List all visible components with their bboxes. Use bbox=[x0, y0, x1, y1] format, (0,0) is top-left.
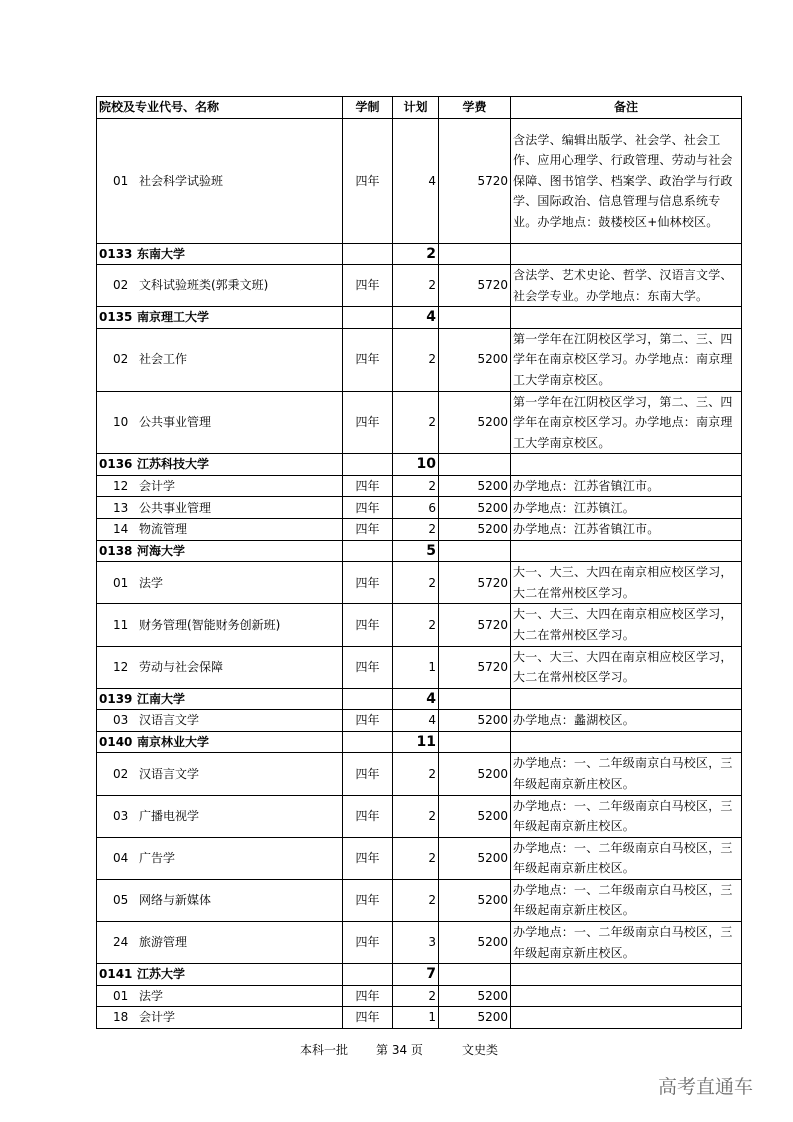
major-code: 13 bbox=[113, 500, 129, 515]
school-years-cell bbox=[343, 307, 393, 329]
major-notes: 办学地点：江苏省镇江市。 bbox=[511, 519, 742, 541]
school-fee-cell bbox=[439, 243, 511, 265]
major-fee: 5200 bbox=[439, 985, 511, 1007]
major-name-cell bbox=[97, 753, 343, 795]
major-row bbox=[97, 391, 742, 454]
school-years-cell bbox=[343, 243, 393, 265]
major-notes: 办学地点：一、二年级南京白马校区，三年级起南京新庄校区。 bbox=[511, 837, 742, 879]
major-name: 社会科学试验班 bbox=[139, 173, 224, 188]
major-name: 文科试验班类(郭秉文班) bbox=[139, 278, 269, 293]
major-years: 四年 bbox=[343, 497, 393, 519]
school-name-cell bbox=[97, 307, 343, 329]
major-years: 四年 bbox=[343, 119, 393, 244]
school-name: 江南大学 bbox=[137, 691, 186, 706]
major-name-cell bbox=[97, 837, 343, 879]
major-name: 社会工作 bbox=[139, 352, 188, 367]
major-name: 汉语言文学 bbox=[139, 713, 200, 728]
school-code: 0140 bbox=[99, 734, 133, 749]
school-plan: 11 bbox=[393, 731, 439, 753]
major-code: 24 bbox=[113, 935, 129, 950]
school-row bbox=[97, 454, 742, 476]
major-row bbox=[97, 795, 742, 837]
major-row bbox=[97, 646, 742, 688]
major-name: 会计学 bbox=[139, 478, 176, 493]
major-row bbox=[97, 837, 742, 879]
major-plan: 2 bbox=[393, 837, 439, 879]
major-plan: 2 bbox=[393, 604, 439, 646]
major-plan: 2 bbox=[393, 519, 439, 541]
major-fee: 5720 bbox=[439, 604, 511, 646]
major-code: 02 bbox=[113, 352, 129, 367]
footer-category: 文史类 bbox=[462, 1043, 499, 1057]
major-years: 四年 bbox=[343, 519, 393, 541]
major-years: 四年 bbox=[343, 837, 393, 879]
major-code: 03 bbox=[113, 808, 129, 823]
major-years: 四年 bbox=[343, 879, 393, 921]
major-notes: 大一、大三、大四在南京相应校区学习，大二在常州校区学习。 bbox=[511, 562, 742, 604]
major-name: 会计学 bbox=[139, 1010, 176, 1025]
major-name-cell bbox=[97, 475, 343, 497]
major-fee: 5720 bbox=[439, 646, 511, 688]
school-row bbox=[97, 540, 742, 562]
major-notes: 大一、大三、大四在南京相应校区学习，大二在常州校区学习。 bbox=[511, 604, 742, 646]
major-fee: 5200 bbox=[439, 1007, 511, 1029]
major-code: 12 bbox=[113, 478, 129, 493]
major-years: 四年 bbox=[343, 753, 393, 795]
major-name-cell bbox=[97, 646, 343, 688]
footer-batch: 本科一批 bbox=[300, 1043, 349, 1057]
major-row bbox=[97, 328, 742, 391]
major-notes: 办学地点：蠡湖校区。 bbox=[511, 710, 742, 732]
major-years: 四年 bbox=[343, 646, 393, 688]
major-plan: 4 bbox=[393, 710, 439, 732]
school-plan: 4 bbox=[393, 307, 439, 329]
major-code: 02 bbox=[113, 278, 129, 293]
major-plan: 2 bbox=[393, 562, 439, 604]
major-notes: 办学地点：一、二年级南京白马校区，三年级起南京新庄校区。 bbox=[511, 795, 742, 837]
major-fee: 5720 bbox=[439, 265, 511, 307]
major-notes: 办学地点：一、二年级南京白马校区，三年级起南京新庄校区。 bbox=[511, 922, 742, 964]
enrollment-table bbox=[96, 96, 742, 1029]
major-name-cell bbox=[97, 795, 343, 837]
school-notes-cell bbox=[511, 688, 742, 710]
major-plan: 2 bbox=[393, 795, 439, 837]
major-name: 汉语言文学 bbox=[139, 766, 200, 781]
major-years: 四年 bbox=[343, 265, 393, 307]
school-code: 0138 bbox=[99, 543, 133, 558]
major-name-cell bbox=[97, 119, 343, 244]
major-notes: 含法学、编辑出版学、社会学、社会工作、应用心理学、行政管理、劳动与社会保障、图书馆学、档案学、政治学与行政学、国际政治、信息管理与信息系统专业。办学地点：鼓楼校区+仙林校区。 bbox=[511, 119, 742, 244]
major-row bbox=[97, 562, 742, 604]
major-notes: 大一、大三、大四在南京相应校区学习，大二在常州校区学习。 bbox=[511, 646, 742, 688]
school-row bbox=[97, 731, 742, 753]
major-years: 四年 bbox=[343, 328, 393, 391]
major-fee: 5720 bbox=[439, 119, 511, 244]
school-name: 南京理工大学 bbox=[137, 310, 210, 325]
header-notes: 备注 bbox=[511, 97, 742, 119]
school-fee-cell bbox=[439, 540, 511, 562]
major-name-cell bbox=[97, 497, 343, 519]
school-plan: 10 bbox=[393, 454, 439, 476]
major-name-cell bbox=[97, 922, 343, 964]
school-fee-cell bbox=[439, 964, 511, 986]
major-plan: 1 bbox=[393, 1007, 439, 1029]
school-plan: 5 bbox=[393, 540, 439, 562]
major-notes: 办学地点：一、二年级南京白马校区，三年级起南京新庄校区。 bbox=[511, 879, 742, 921]
school-years-cell bbox=[343, 731, 393, 753]
major-notes: 第一学年在江阴校区学习，第二、三、四学年在南京校区学习。办学地点：南京理工大学南京校区。 bbox=[511, 391, 742, 454]
school-years-cell bbox=[343, 454, 393, 476]
major-row bbox=[97, 475, 742, 497]
school-notes-cell bbox=[511, 454, 742, 476]
school-name: 东南大学 bbox=[137, 246, 186, 261]
school-notes-cell bbox=[511, 243, 742, 265]
major-code: 04 bbox=[113, 851, 129, 866]
major-row bbox=[97, 519, 742, 541]
major-code: 14 bbox=[113, 522, 129, 537]
school-row bbox=[97, 688, 742, 710]
major-code: 03 bbox=[113, 713, 129, 728]
school-row bbox=[97, 964, 742, 986]
major-code: 01 bbox=[113, 988, 129, 1003]
school-notes-cell bbox=[511, 540, 742, 562]
major-name-cell bbox=[97, 391, 343, 454]
major-name: 劳动与社会保障 bbox=[139, 659, 224, 674]
major-row bbox=[97, 119, 742, 244]
major-plan: 4 bbox=[393, 119, 439, 244]
major-row bbox=[97, 753, 742, 795]
major-row bbox=[97, 265, 742, 307]
school-name-cell bbox=[97, 731, 343, 753]
major-plan: 2 bbox=[393, 328, 439, 391]
major-years: 四年 bbox=[343, 562, 393, 604]
major-years: 四年 bbox=[343, 795, 393, 837]
major-plan: 2 bbox=[393, 985, 439, 1007]
school-code: 0141 bbox=[99, 967, 133, 982]
school-fee-cell bbox=[439, 688, 511, 710]
school-name: 江苏科技大学 bbox=[137, 457, 210, 472]
major-notes: 办学地点：江苏镇江。 bbox=[511, 497, 742, 519]
major-name: 法学 bbox=[139, 575, 164, 590]
major-fee: 5200 bbox=[439, 519, 511, 541]
major-name: 公共事业管理 bbox=[139, 415, 212, 430]
major-row bbox=[97, 879, 742, 921]
major-row bbox=[97, 985, 742, 1007]
table-header-row bbox=[97, 97, 742, 119]
major-name: 物流管理 bbox=[139, 522, 188, 537]
major-plan: 2 bbox=[393, 753, 439, 795]
school-years-cell bbox=[343, 964, 393, 986]
header-name: 院校及专业代号、名称 bbox=[97, 97, 343, 119]
major-code: 10 bbox=[113, 415, 129, 430]
major-years: 四年 bbox=[343, 391, 393, 454]
major-plan: 2 bbox=[393, 391, 439, 454]
major-fee: 5200 bbox=[439, 475, 511, 497]
major-plan: 3 bbox=[393, 922, 439, 964]
major-fee: 5200 bbox=[439, 328, 511, 391]
header-fee: 学费 bbox=[439, 97, 511, 119]
major-code: 05 bbox=[113, 893, 129, 908]
major-years: 四年 bbox=[343, 710, 393, 732]
major-row bbox=[97, 497, 742, 519]
school-fee-cell bbox=[439, 731, 511, 753]
major-row bbox=[97, 604, 742, 646]
table-body bbox=[97, 119, 742, 1029]
major-fee: 5200 bbox=[439, 391, 511, 454]
major-code: 12 bbox=[113, 659, 129, 674]
major-name: 广播电视学 bbox=[139, 808, 200, 823]
major-fee: 5200 bbox=[439, 922, 511, 964]
major-name: 旅游管理 bbox=[139, 935, 188, 950]
major-fee: 5200 bbox=[439, 710, 511, 732]
major-plan: 6 bbox=[393, 497, 439, 519]
major-name-cell bbox=[97, 879, 343, 921]
school-plan: 7 bbox=[393, 964, 439, 986]
major-code: 11 bbox=[113, 617, 129, 632]
major-plan: 1 bbox=[393, 646, 439, 688]
school-notes-cell bbox=[511, 307, 742, 329]
major-notes bbox=[511, 985, 742, 1007]
major-row bbox=[97, 922, 742, 964]
school-name-cell bbox=[97, 454, 343, 476]
school-fee-cell bbox=[439, 454, 511, 476]
major-code: 02 bbox=[113, 766, 129, 781]
school-name-cell bbox=[97, 243, 343, 265]
school-name: 南京林业大学 bbox=[137, 734, 210, 749]
major-name: 财务管理(智能财务创新班) bbox=[139, 617, 281, 632]
major-name: 网络与新媒体 bbox=[139, 893, 212, 908]
school-row bbox=[97, 243, 742, 265]
major-plan: 2 bbox=[393, 265, 439, 307]
major-code: 01 bbox=[113, 575, 129, 590]
major-years: 四年 bbox=[343, 985, 393, 1007]
school-name-cell bbox=[97, 688, 343, 710]
major-name: 法学 bbox=[139, 988, 164, 1003]
major-notes: 含法学、艺术史论、哲学、汉语言文学、社会学专业。办学地点：东南大学。 bbox=[511, 265, 742, 307]
school-code: 0135 bbox=[99, 310, 133, 325]
header-years: 学制 bbox=[343, 97, 393, 119]
major-fee: 5200 bbox=[439, 497, 511, 519]
school-notes-cell bbox=[511, 731, 742, 753]
footer-page-number: 第 34 页 bbox=[376, 1043, 423, 1057]
school-notes-cell bbox=[511, 964, 742, 986]
major-years: 四年 bbox=[343, 1007, 393, 1029]
major-plan: 2 bbox=[393, 475, 439, 497]
watermark: 高考直通车 bbox=[658, 1076, 754, 1098]
major-notes: 办学地点：江苏省镇江市。 bbox=[511, 475, 742, 497]
major-fee: 5200 bbox=[439, 837, 511, 879]
major-fee: 5720 bbox=[439, 562, 511, 604]
major-years: 四年 bbox=[343, 604, 393, 646]
major-code: 01 bbox=[113, 173, 129, 188]
major-fee: 5200 bbox=[439, 753, 511, 795]
school-name: 江苏大学 bbox=[137, 967, 186, 982]
major-name-cell bbox=[97, 985, 343, 1007]
major-name-cell bbox=[97, 328, 343, 391]
major-row bbox=[97, 1007, 742, 1029]
major-fee: 5200 bbox=[439, 879, 511, 921]
major-name: 广告学 bbox=[139, 851, 176, 866]
major-name-cell bbox=[97, 265, 343, 307]
major-years: 四年 bbox=[343, 922, 393, 964]
major-fee: 5200 bbox=[439, 795, 511, 837]
major-code: 18 bbox=[113, 1010, 129, 1025]
major-name-cell bbox=[97, 1007, 343, 1029]
school-code: 0136 bbox=[99, 457, 133, 472]
major-years: 四年 bbox=[343, 475, 393, 497]
major-notes: 办学地点：一、二年级南京白马校区，三年级起南京新庄校区。 bbox=[511, 753, 742, 795]
school-years-cell bbox=[343, 540, 393, 562]
school-fee-cell bbox=[439, 307, 511, 329]
major-notes: 第一学年在江阴校区学习，第二、三、四学年在南京校区学习。办学地点：南京理工大学南京校区。 bbox=[511, 328, 742, 391]
major-name-cell bbox=[97, 604, 343, 646]
major-name: 公共事业管理 bbox=[139, 500, 212, 515]
school-row bbox=[97, 307, 742, 329]
major-name-cell bbox=[97, 519, 343, 541]
major-notes bbox=[511, 1007, 742, 1029]
major-name-cell bbox=[97, 710, 343, 732]
school-name-cell bbox=[97, 964, 343, 986]
major-plan: 2 bbox=[393, 879, 439, 921]
major-name-cell bbox=[97, 562, 343, 604]
header-plan: 计划 bbox=[393, 97, 439, 119]
school-code: 0139 bbox=[99, 691, 133, 706]
school-plan: 2 bbox=[393, 243, 439, 265]
school-code: 0133 bbox=[99, 246, 133, 261]
school-name-cell bbox=[97, 540, 343, 562]
school-name: 河海大学 bbox=[137, 543, 186, 558]
major-row bbox=[97, 710, 742, 732]
school-years-cell bbox=[343, 688, 393, 710]
school-plan: 4 bbox=[393, 688, 439, 710]
